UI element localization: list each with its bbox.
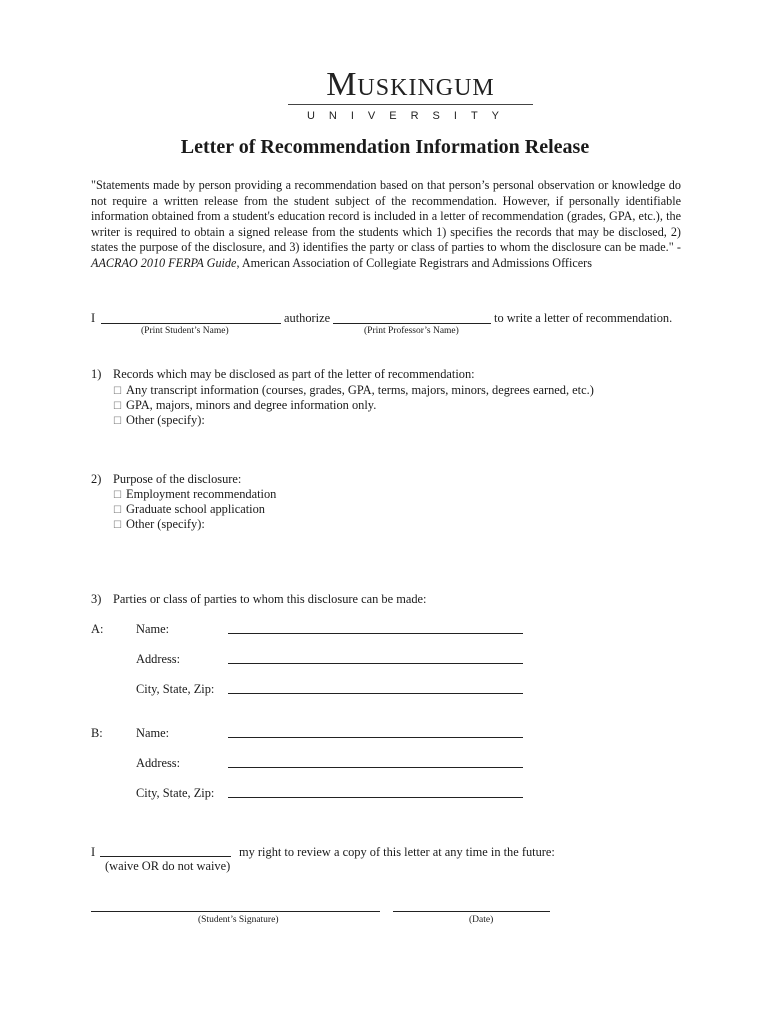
checkbox-icon[interactable]: ☐ (113, 490, 122, 501)
auth-suffix: to write a letter of recommendation. (494, 311, 673, 325)
party-b-label: B: (91, 726, 103, 740)
checkbox-icon[interactable]: ☐ (113, 520, 122, 531)
party-b-name-field[interactable] (228, 737, 523, 738)
section1-option-transcript[interactable]: ☐ Any transcript information (courses, grades, GPA, terms, majors, minors, degrees earned, etc.) (113, 383, 594, 397)
logo-wordmark: Muskingum (326, 66, 495, 103)
page-title: Letter of Recommendation Information Release (180, 136, 590, 158)
date-caption: (Date) (469, 915, 494, 925)
checkbox-icon[interactable]: ☐ (113, 401, 122, 412)
party-a-city-label: City, State, Zip: (136, 682, 215, 696)
party-a-address-field[interactable] (228, 663, 523, 664)
auth-prefix: I (91, 311, 96, 325)
professor-name-caption: (Print Professor’s Name) (364, 326, 459, 336)
section2-option-employment[interactable]: ☐ Employment recommendation (113, 487, 277, 501)
quote-source-title: AACRAO 2010 FERPA Guide (91, 255, 237, 270)
party-a-address-label: Address: (136, 652, 181, 666)
waiver-caption: (waive OR do not waive) (105, 859, 231, 873)
section2-option-graduate[interactable]: ☐ Graduate school application (113, 502, 266, 516)
section1-option-gpa[interactable]: ☐ GPA, majors, minors and degree information only. (113, 398, 377, 412)
quote-text: "Statements made by person providing a recommendation based on that person’s personal observation or knowledge do not require a written release from the student subject of the recommendation. However, if personally identifiable information obtained from a student's education record is included in a letter of recommendation (grades, GPA, etc.), the writer is required to obtain a signed release from the students which 1) specifies the records that may be disclosed, 2) states the purpose of the disclosure, and 3) identifies the party or class of parties to whom the disclosure can be made." - (91, 178, 681, 255)
party-b-city-field[interactable] (228, 797, 523, 798)
section1-number: 1) (91, 367, 102, 381)
logo-subtitle: UNIVERSITY (306, 110, 513, 122)
professor-name-field[interactable] (333, 323, 491, 324)
party-b-address-label: Address: (136, 756, 181, 770)
party-a-name-label: Name: (136, 622, 170, 636)
party-a-label: A: (91, 622, 104, 636)
section1-option-other[interactable]: ☐ Other (specify): (113, 413, 205, 427)
waiver-text: my right to review a copy of this letter at any time in the future: (239, 845, 555, 859)
date-field[interactable] (393, 911, 550, 912)
party-b-address-field[interactable] (228, 767, 523, 768)
logo-divider (288, 104, 533, 105)
section2-heading: Purpose of the disclosure: (113, 472, 242, 486)
student-name-caption: (Print Student’s Name) (141, 326, 229, 336)
auth-middle: authorize (284, 311, 331, 325)
checkbox-icon[interactable]: ☐ (113, 386, 122, 397)
signature-caption: (Student’s Signature) (198, 915, 279, 925)
waiver-prefix: I (91, 845, 96, 859)
section2-number: 2) (91, 472, 102, 486)
waiver-field[interactable] (100, 856, 231, 857)
section3-heading: Parties or class of parties to whom this disclosure can be made: (113, 592, 427, 606)
checkbox-icon[interactable]: ☐ (113, 416, 122, 427)
section3-number: 3) (91, 592, 102, 606)
section2-option-other[interactable]: ☐ Other (specify): (113, 517, 205, 531)
party-a-city-field[interactable] (228, 693, 523, 694)
party-b-city-label: City, State, Zip: (136, 786, 215, 800)
section1-heading: Records which may be disclosed as part of the letter of recommendation: (113, 367, 475, 381)
party-b-name-label: Name: (136, 726, 170, 740)
checkbox-icon[interactable]: ☐ (113, 505, 122, 516)
party-a-name-field[interactable] (228, 633, 523, 634)
ferpa-quote (91, 178, 681, 272)
quote-source-rest: , American Association of Collegiate Registrars and Admissions Officers (236, 255, 592, 270)
student-name-field[interactable] (101, 323, 281, 324)
student-signature-field[interactable] (91, 911, 380, 912)
